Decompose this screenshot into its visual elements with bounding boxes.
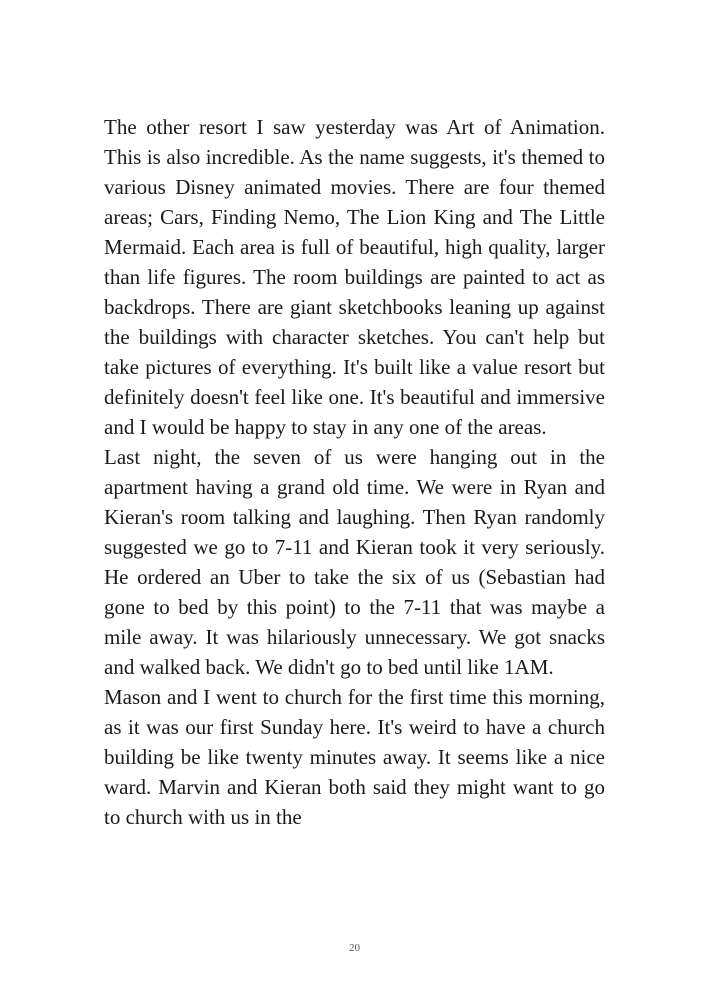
paragraph-art-of-animation: The other resort I saw yesterday was Art of Animation. This is also incredible. As the name suggests, it's themed to various Disney animated movies. There are four themed areas; Cars, Finding Nemo, The Lion King and The Little Mermaid. Each area is full of beautiful, high quality, larger than life figures. The room buildings are painted to act as backdrops. There are giant sketchbooks leaning up against the buildings with character sketches. You can't help but take pictures of everything. It's built like a value resort but definitely doesn't feel like one. It's beautiful and immersive and I would be happy to stay in any one of the areas. bbox=[104, 115, 605, 439]
paragraph-church: Mason and I went to church for the first time this morning, as it was our first Sunday here. It's weird to have a church building be like twenty minutes away. It seems like a nice ward. Marvin and Kieran both said they might want to go to church with us in the bbox=[104, 685, 605, 829]
paragraph-last-night: Last night, the seven of us were hanging out in the apartment having a grand old time. We were in Ryan and Kieran's room talking and laughing. Then Ryan randomly suggested we go to 7-11 and Kieran took it very seriously. He ordered an Uber to take the six of us (Sebastian had gone to bed by this point) to the 7-11 that was maybe a mile away. It was hilariously unnecessary. We got snacks and walked back. We didn't go to bed until like 1AM. bbox=[104, 445, 605, 679]
page-number: 20 bbox=[349, 942, 360, 954]
body-text bbox=[104, 112, 605, 832]
